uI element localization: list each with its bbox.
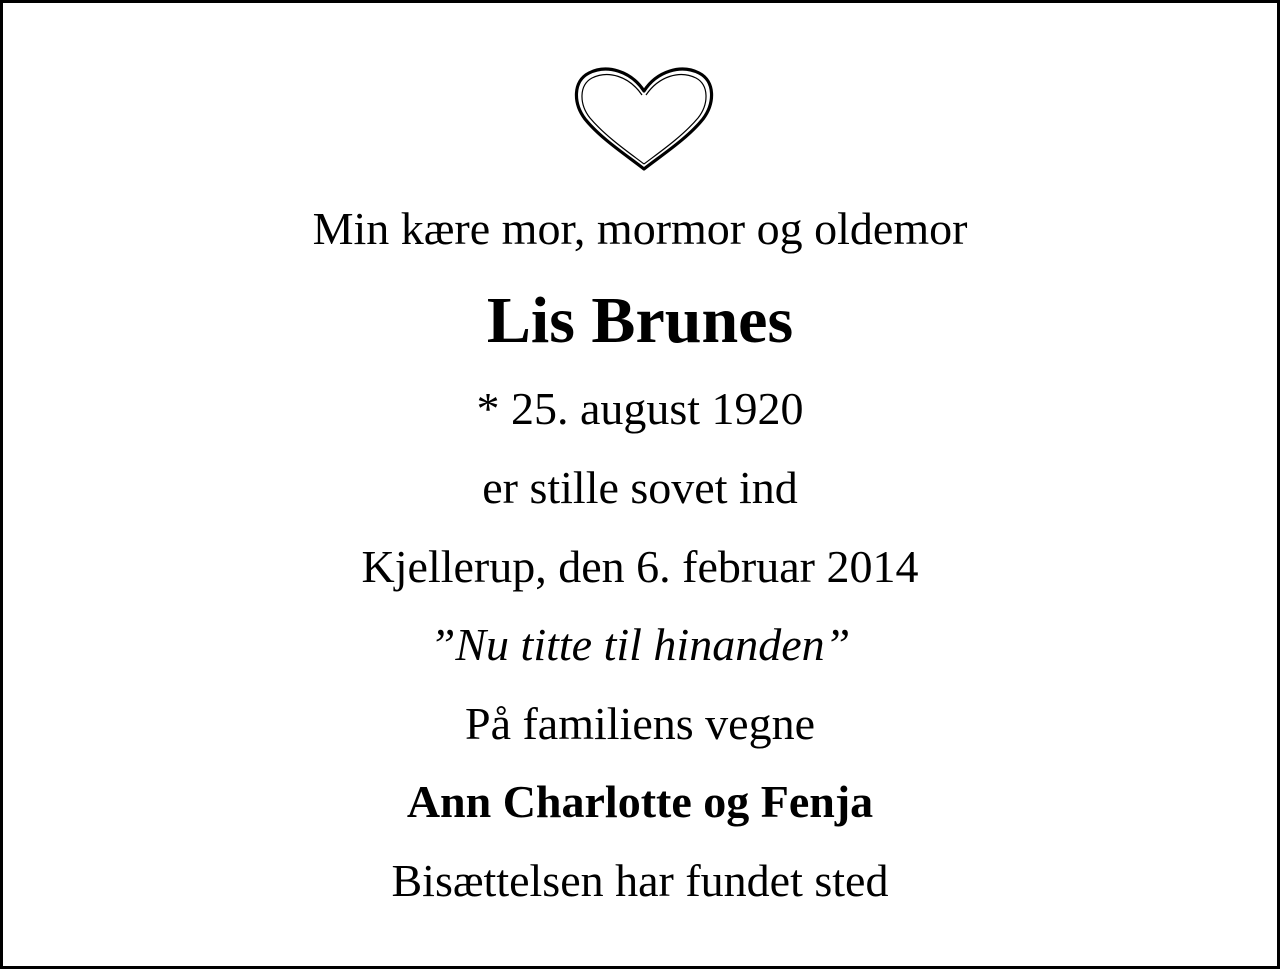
heart-outline-icon	[571, 65, 717, 173]
funeral-note: Bisættelsen har fundet sted	[391, 855, 889, 906]
memorial-quote: ”Nu titte til hinanden”	[429, 619, 851, 670]
passed-away-text: er stille sovet ind	[482, 462, 798, 513]
birth-date: * 25. august 1920	[476, 383, 804, 434]
intro-text: Min kære mor, mormor og oldemor	[312, 203, 968, 254]
on-behalf-text: På familiens vegne	[464, 698, 815, 749]
place-and-date: Kjellerup, den 6. februar 2014	[361, 541, 919, 592]
signers-names: Ann Charlotte og Fenja	[406, 776, 874, 827]
deceased-name: Lis Brunes	[486, 284, 794, 357]
